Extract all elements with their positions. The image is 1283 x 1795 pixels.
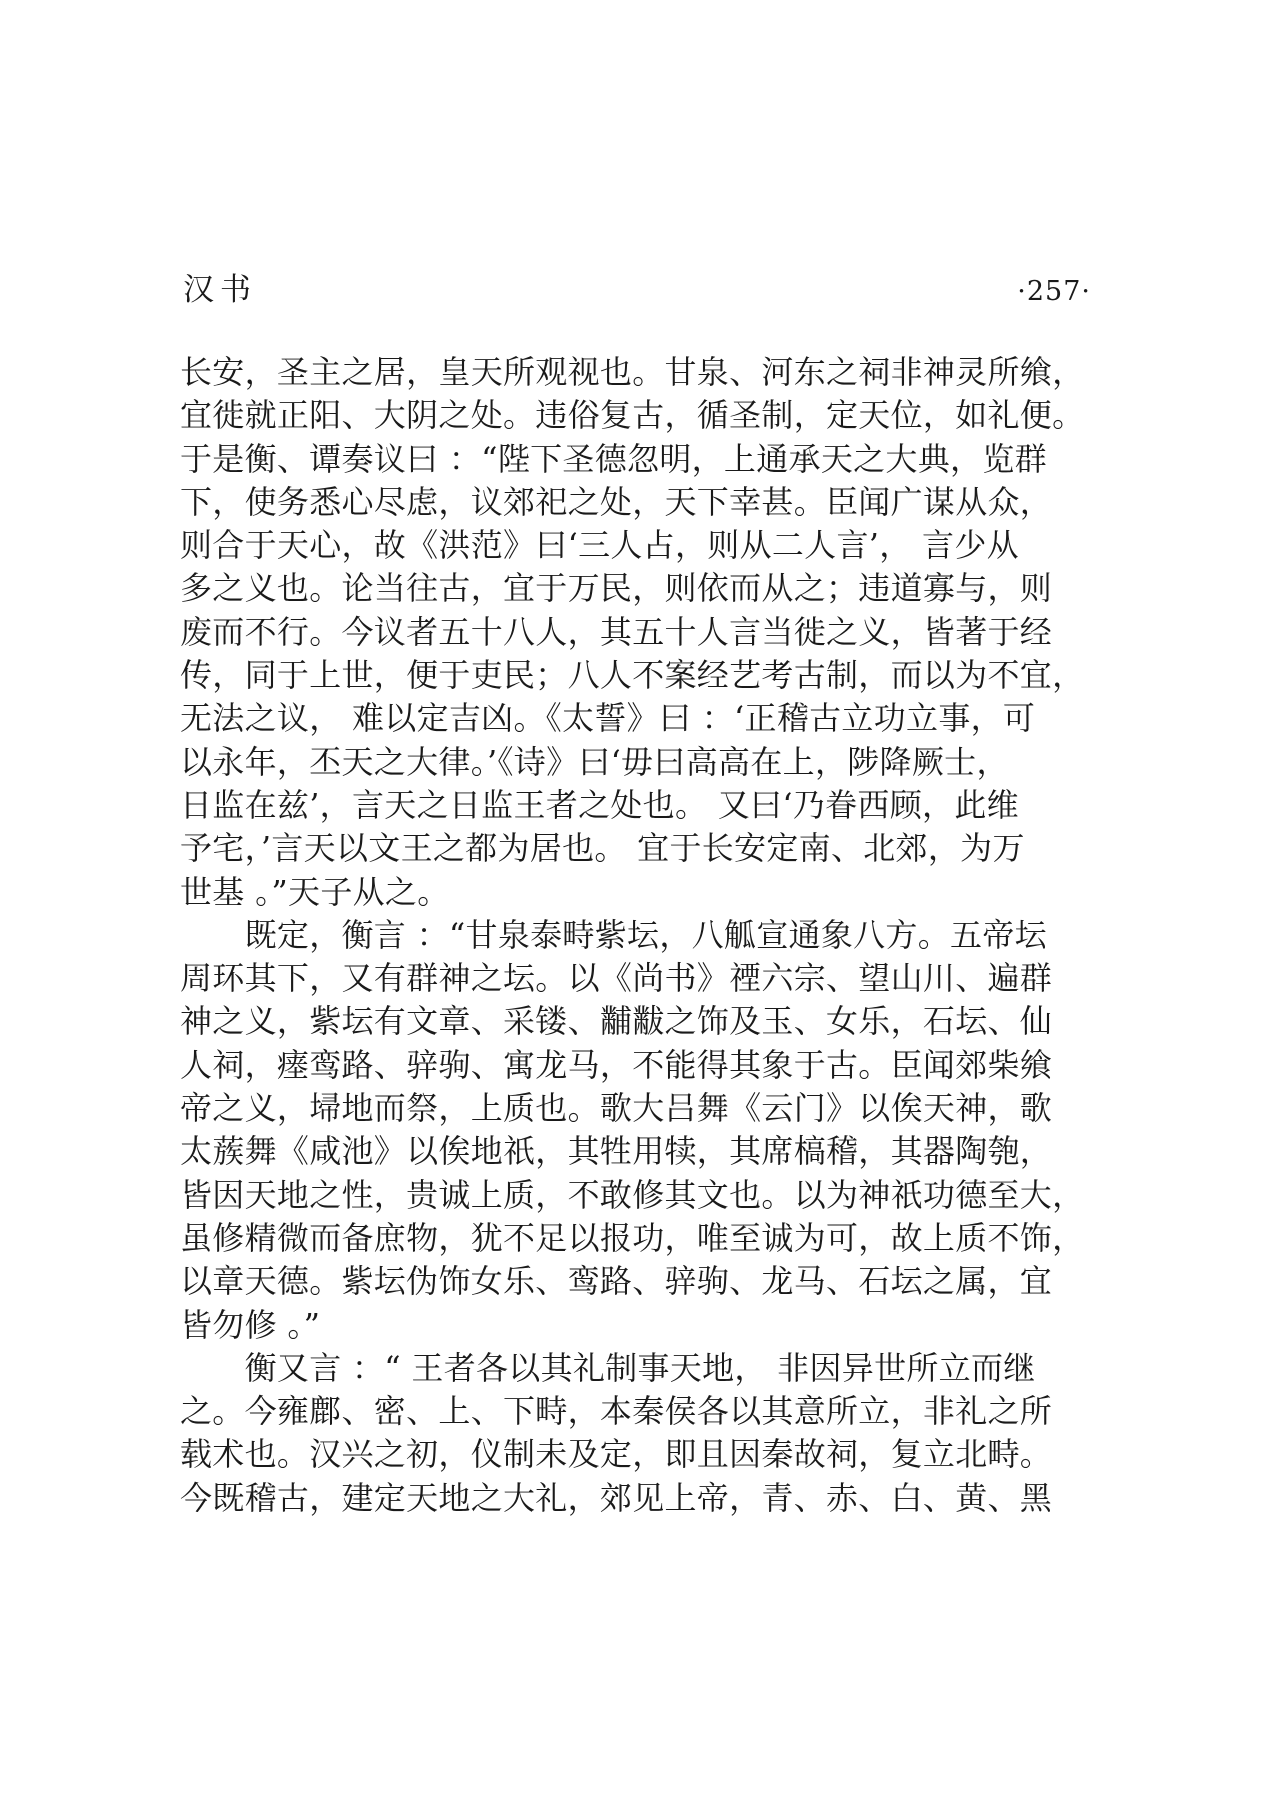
text-line: 神之义，紫坛有文章、采镂、黼黻之饰及玉、女乐，石坛、仙 [180,1002,1053,1041]
text-line: 衡又言 ：“ 王者各以其礼制事天地， 非因异世所立而继 [180,1348,1036,1387]
text-line: 长安，圣主之居，皇天所观视也。甘泉、河东之祠非神灵所飨， [180,353,1085,391]
text-line: 帝之义，埽地而祭，上质也。歌大吕舞《云门》以俟天神，歌 [180,1089,1053,1128]
text-line: 载术也。汉兴之初，仪制未及定，即且因秦故祠，复立北畤。 [180,1435,1053,1474]
text-line: 宜徙就正阳、大阴之处。违俗复古，循圣制，定天位，如礼便。 [180,396,1085,435]
text-line: 太蔟舞《咸池》以俟地祇，其牲用犊，其席槁稽，其器陶匏， [180,1132,1053,1171]
text-line: 废而不行。今议者五十八人，其五十人言当徙之义，皆著于经 [180,612,1053,651]
text-line: 于是衡、谭奏议曰 ：“陛下圣德忽明，上通承天之大典，览群 [180,439,1047,478]
text-line: 下，使务悉心尽虑，议郊祀之处，天下幸甚。臣闻广谋从众， [180,482,1053,521]
text-line: 以章天德。紫坛伪饰女乐、鸾路、骍驹、龙马、石坛之属，宜 [180,1262,1053,1301]
text-line: 皆勿修 。” [180,1305,321,1344]
text-line: 周环其下，又有群神之坛。以《尚书》禋六宗、望山川、遍群 [180,959,1053,998]
text-line: 既定，衡言 ：“甘泉泰畤紫坛，八觚宣通象八方。五帝坛 [180,915,1047,954]
text-line: 日监在兹’，言天之日监王者之处也。 又曰‘乃眷西顾，此维 [180,785,1019,824]
text-line: 传，同于上世，便于吏民；八人不案经艺考古制，而以为不宜， [180,656,1085,695]
text-line: 皆因天地之性，贵诚上质，不敢修其文也。以为神祇功德至大， [180,1175,1085,1214]
body-text [180,351,1100,1520]
text-line: 多之义也。论当往古，宜于万民，则依而从之；违道寡与，则 [180,569,1053,608]
text-line: 无法之议， 难以定吉凶。《太誓》曰 ：‘正稽古立功立事，可 [180,699,1036,738]
text-line: 人祠，瘗鸾路、骍驹、寓龙马，不能得其象于古。臣闻郊柴飨 [180,1045,1053,1084]
text-line: 虽修精微而备庶物，犹不足以报功，唯至诚为可，故上质不饰， [180,1218,1085,1257]
text-line: 予宅，’言天以文王之都为居也。 宜于长安定南、北郊，为万 [180,829,1025,868]
text-line: 今既稽古，建定天地之大礼，郊见上帝，青、赤、白、黄、黑 [180,1478,1053,1517]
page-number: ·257· [1017,276,1091,307]
text-line: 世基 。”天子从之。 [180,872,450,911]
text-line: 之。今雍鄜、密、上、下畤，本秦侯各以其意所立，非礼之所 [180,1392,1053,1431]
text-line: 则合于天心，故《洪范》曰‘三人占，则从二人言’， 言少从 [180,526,1019,565]
text-line: 以永年，丕天之大律。’《诗》曰‘毋曰高高在上，陟降厥士， [180,742,1009,781]
running-title: 汉书 [183,272,257,308]
